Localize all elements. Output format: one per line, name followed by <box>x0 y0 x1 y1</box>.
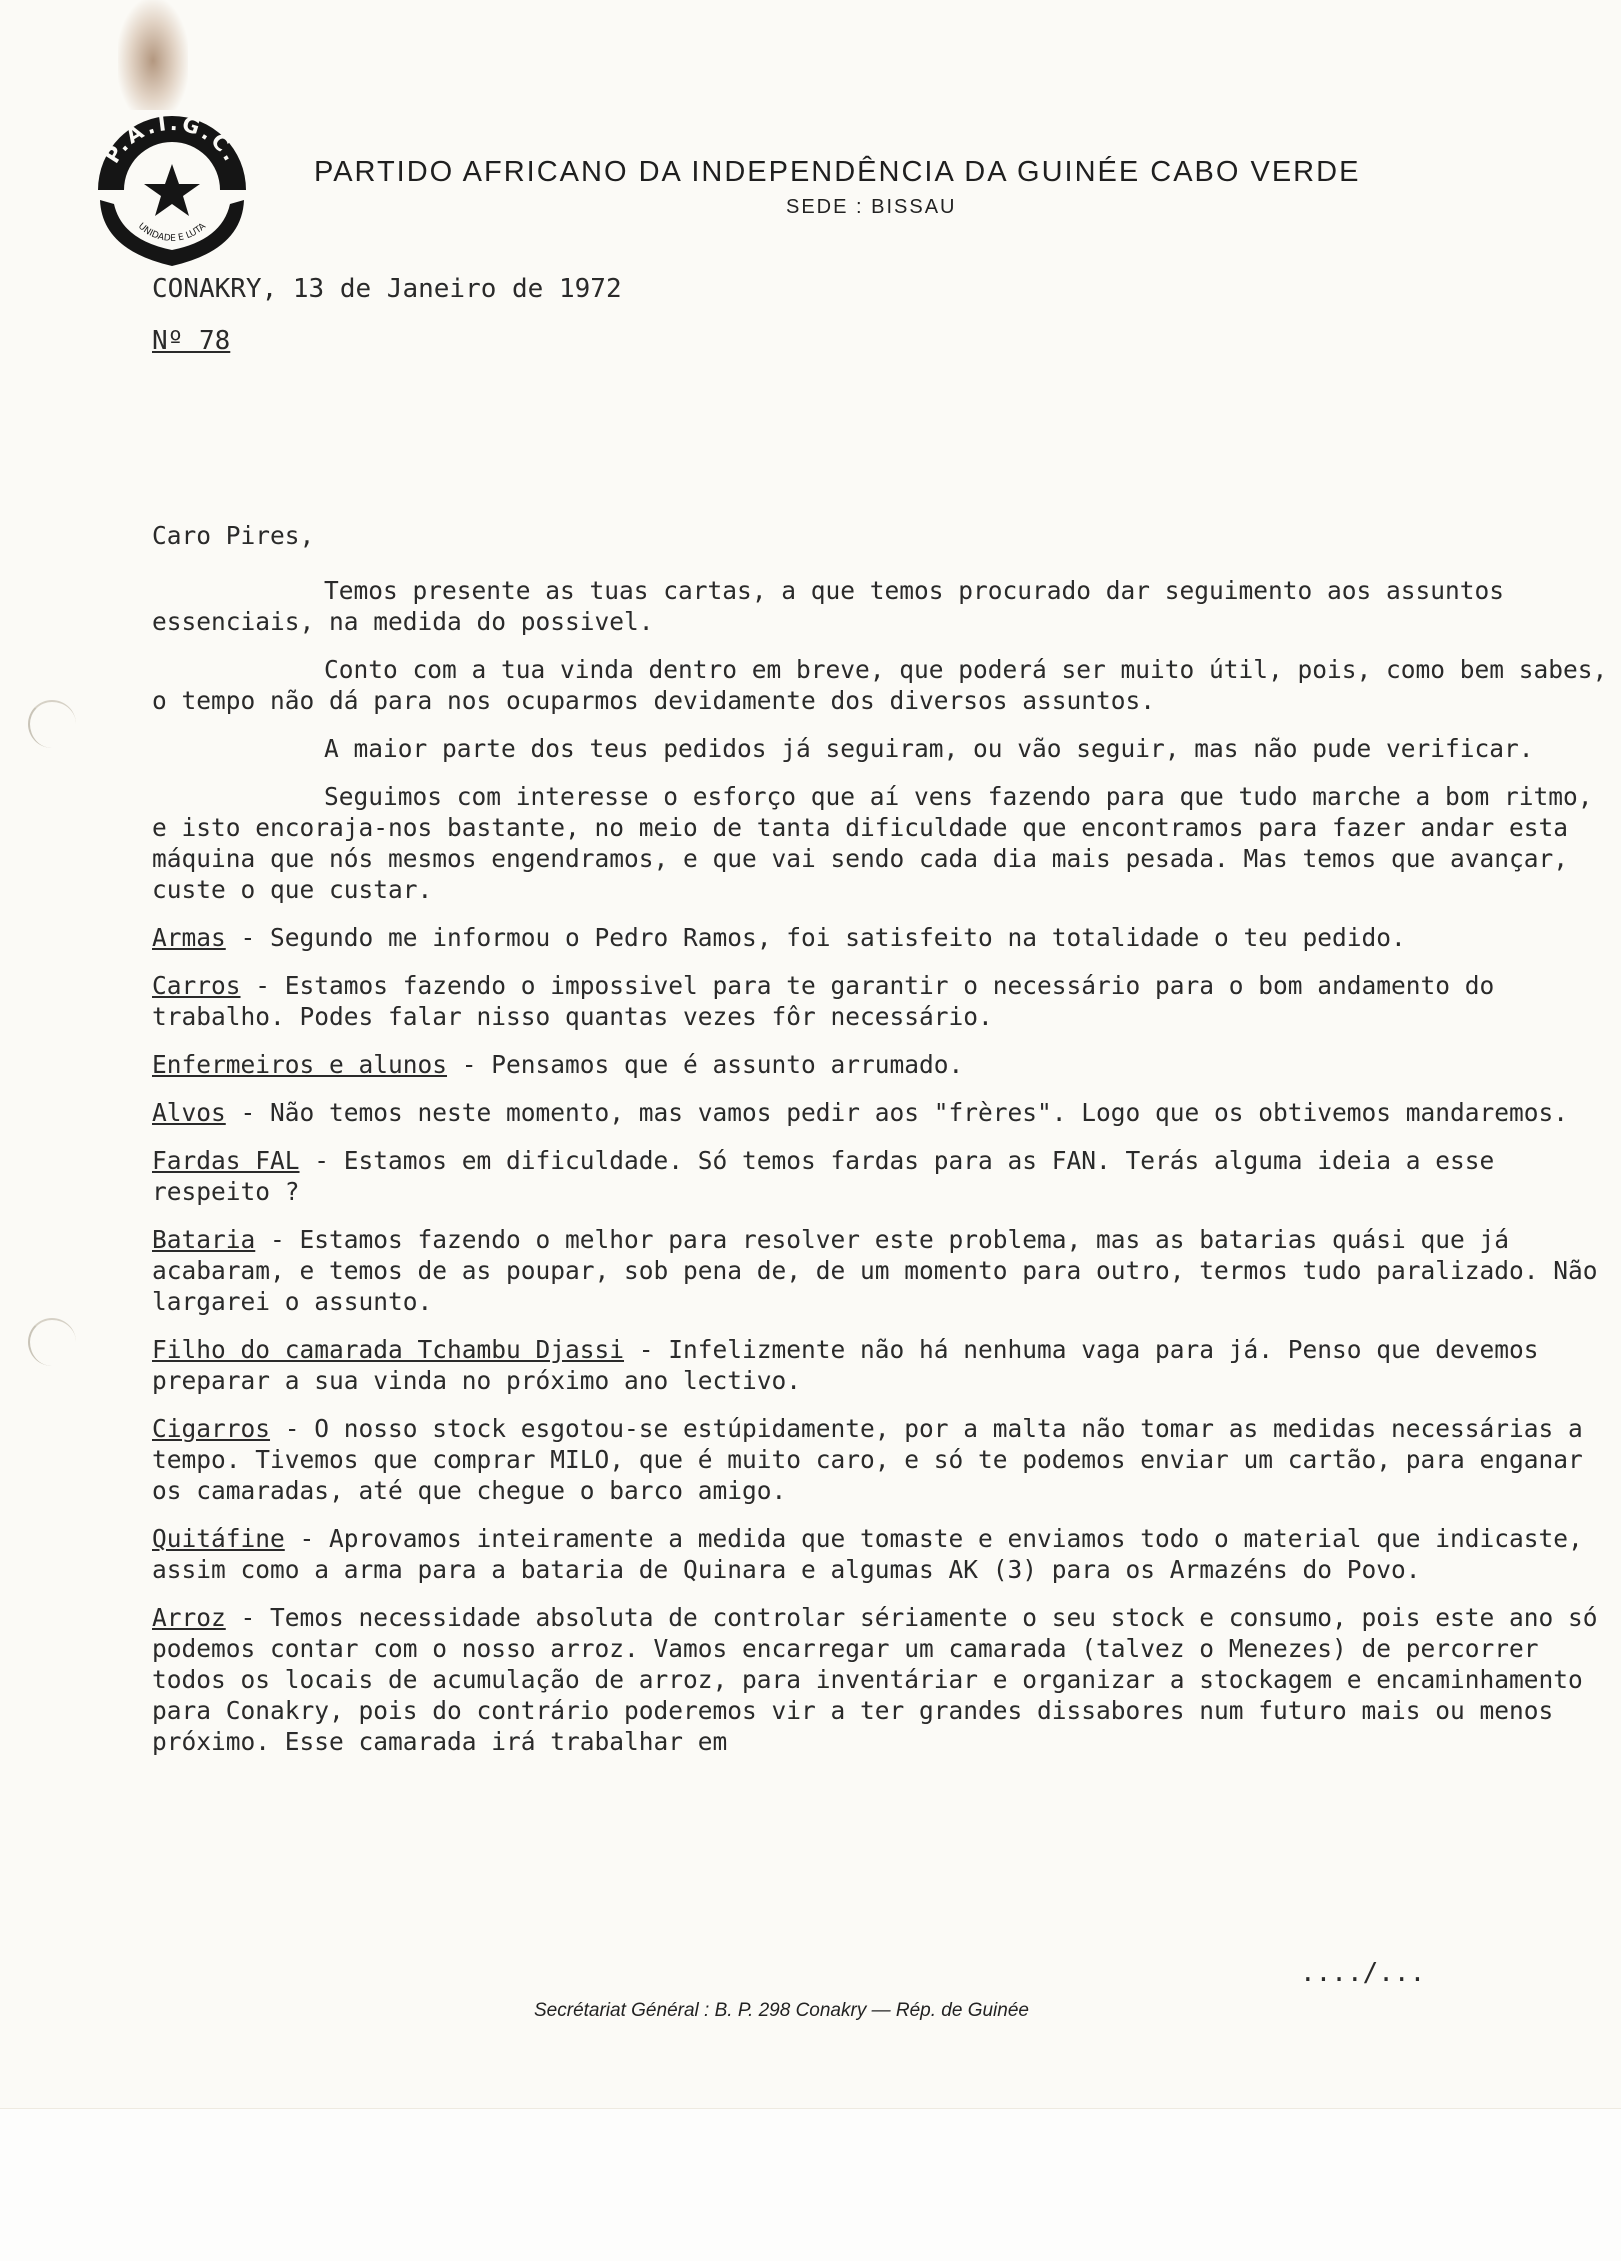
paragraph: Seguimos com interesse o esforço que aí vens fazendo para que tudo marche a bom ritmo, e isto encoraja-nos bastante, no meio de tanta dificuldade que encontramos para fazer andar esta máquina que nós mesmos engendramos, e que vai sendo cada dia mais pesada. Mas temos que avançar, custe o que custar. <box>152 782 1593 904</box>
paper-stain <box>118 0 188 110</box>
paragraph: Temos presente as tuas cartas, a que temos procurado dar seguimento aos assuntos essenciais, na medida do possivel. <box>152 576 1505 636</box>
footer-address: Secrétariat Général : B. P. 298 Conakry — Rép. de Guinée <box>534 2000 1029 2021</box>
punch-hole-upper <box>28 700 76 748</box>
item-label: Armas <box>152 923 226 952</box>
item-text: - Infelizmente não há nenhuma vaga para já. Penso que devemos preparar a sua vinda no próximo ano lectivo. <box>152 1335 1539 1395</box>
item-bataria <box>152 1224 1612 1317</box>
item-quitafine <box>152 1523 1612 1585</box>
item-label: Filho do camarada Tchambu Djassi <box>152 1335 625 1364</box>
item-label: Carros <box>152 971 241 1000</box>
svg-text:UNIDADE E LUTA <box>136 221 209 244</box>
item-label: Arroz <box>152 1603 226 1632</box>
item-armas <box>152 922 1612 953</box>
item-text: - Estamos fazendo o impossivel para te garantir o necessário para o bom andamento do trabalho. Podes falar nisso quantas vezes fôr necessário. <box>152 971 1495 1031</box>
continuation-mark: ..../... <box>1300 1958 1426 1988</box>
item-text: - Pensamos que é assunto arrumado. <box>447 1050 964 1079</box>
item-label: Bataria <box>152 1225 256 1254</box>
item-label: Alvos <box>152 1098 226 1127</box>
item-text: - Temos necessidade absoluta de controlar sériamente o seu stock e consumo, pois este ano só podemos contar com o nosso arroz. Vamos encarregar um camarada (talvez o Menezes) de percorrer todos os locais de acumulação de arroz, para inventáriar e organizar a stockagem e encaminhamento para Conakry, pois do contrário poderemos vir a ter grandes dissabores num futuro mais ou menos próximo. Esse camarada irá trabalhar em <box>152 1603 1598 1756</box>
logo-text: P.A.I.G.C. <box>99 110 245 168</box>
item-label: Cigarros <box>152 1414 271 1443</box>
item-text: - Não temos neste momento, mas vamos pedir aos "frères". Logo que os obtivemos mandaremos. <box>225 1098 1569 1127</box>
paragraph: A maior parte dos teus pedidos já seguiram, ou vão seguir, mas não pude verificar. <box>324 734 1534 763</box>
paragraph: Conto com a tua vinda dentro em breve, que poderá ser muito útil, pois, como bem sabes, o tempo não dá para nos ocuparmos devidamente dos diversos assuntos. <box>152 655 1608 715</box>
item-fardas <box>152 1145 1612 1207</box>
item-text: - Segundo me informou o Pedro Ramos, foi satisfeito na totalidade o teu pedido. <box>225 923 1406 952</box>
scan-margin <box>0 2108 1621 2261</box>
item-label: Quitáfine <box>152 1524 285 1553</box>
item-filho <box>152 1334 1612 1396</box>
star-emblem-icon <box>88 100 256 270</box>
item-arroz <box>152 1602 1612 1757</box>
item-label: Fardas FAL <box>152 1146 300 1175</box>
letterhead-title: PARTIDO AFRICANO DA INDEPENDÊNCIA DA GUINÉE CABO VERDE <box>314 156 1361 188</box>
item-text: - Estamos fazendo o melhor para resolver este problema, mas as batarias quási que já acabaram, e temos de as poupar, sob pena de, de um momento para outro, termos tudo paralizado. Não largarei o assunto. <box>152 1225 1598 1316</box>
item-text: - Aprovamos inteiramente a medida que tomaste e enviamos todo o material que indicaste, assim como a arma para a bataria de Quinara e algumas AK (3) para os Armazéns do Povo. <box>152 1524 1583 1584</box>
letter-body <box>152 520 1612 1774</box>
letter-number: Nº 78 <box>152 326 231 356</box>
item-cigarros <box>152 1413 1612 1506</box>
item-text: - O nosso stock esgotou-se estúpidamente, por a malta não tomar as medidas necessárias a tempo. Tivemos que comprar MILO, que é muito caro, e só te podemos enviar um cartão, para enganar os camaradas, até que chegue o barco amigo. <box>152 1414 1583 1505</box>
logo-motto: UNIDADE E LUTA <box>135 221 209 244</box>
punch-hole-lower <box>28 1318 76 1366</box>
letterhead-subtitle: SEDE : BISSAU <box>786 196 957 218</box>
item-enfermeiros <box>152 1049 1612 1080</box>
item-carros <box>152 970 1612 1032</box>
item-text: - Estamos em dificuldade. Só temos fardas para as FAN. Terás alguma ideia a esse respeito ? <box>152 1146 1495 1206</box>
item-label: Enfermeiros e alunos <box>152 1050 448 1079</box>
dateline: CONAKRY, 13 de Janeiro de 1972 <box>152 274 622 304</box>
item-alvos <box>152 1097 1612 1128</box>
salutation: Caro Pires, <box>152 521 315 550</box>
